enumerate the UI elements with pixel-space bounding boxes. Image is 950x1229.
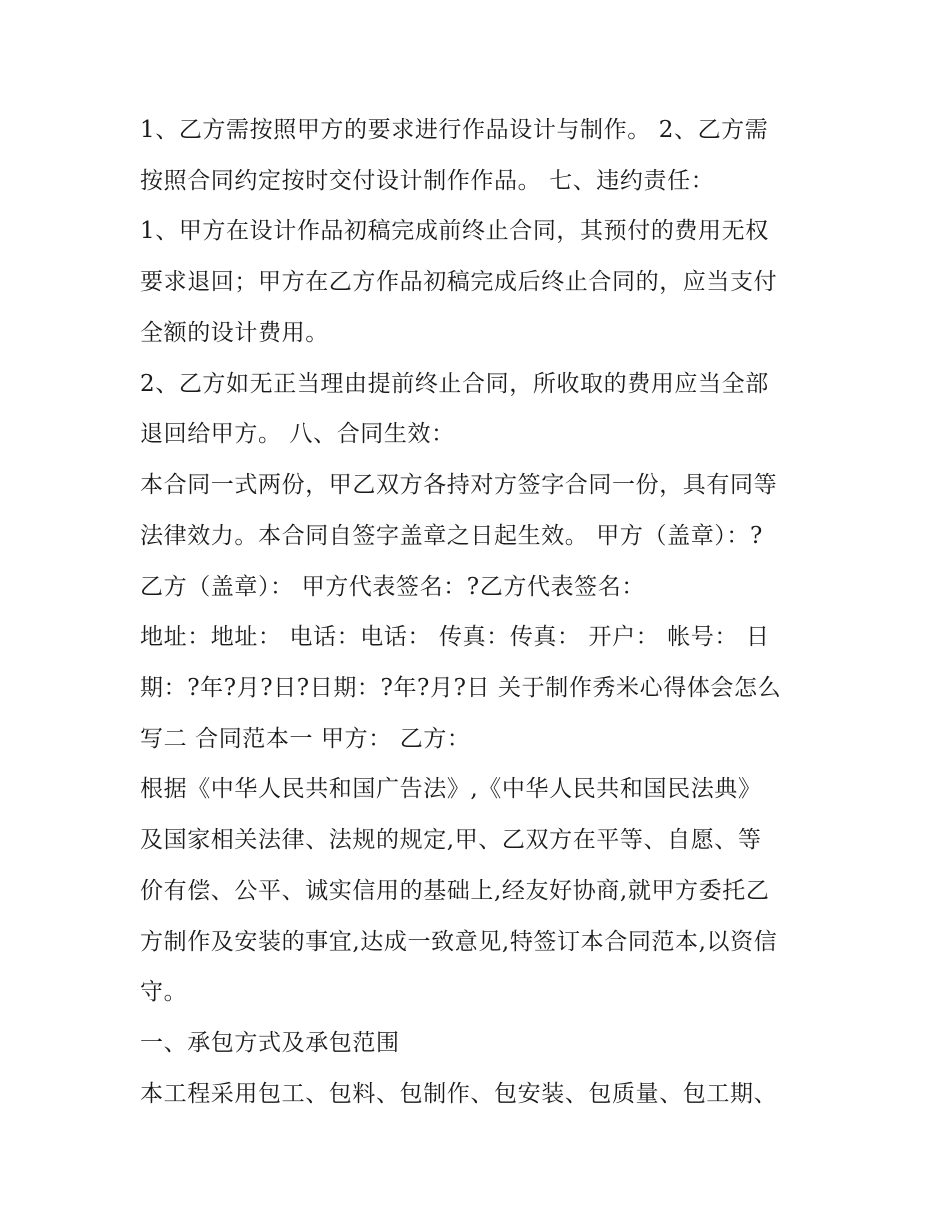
text-line: 价有偿、公平、诚实信用的基础上,经友好协商,就甲方委托乙 bbox=[140, 878, 770, 904]
text-line: 退回给甲方。 八、合同生效： bbox=[140, 421, 455, 447]
text-line: 方制作及安装的事宜,达成一致意见,特签订本合同范本,以资信 bbox=[140, 929, 778, 955]
text-line: 地址：地址： 电话：电话： 传真：传真： 开户： 帐号： 日 bbox=[140, 624, 770, 650]
text-line: 一、承包方式及承包范围 bbox=[140, 1030, 400, 1056]
text-line: 全额的设计费用。 bbox=[140, 320, 329, 346]
text-line: 要求退回；甲方在乙方作品初稿完成后终止合同的，应当支付 bbox=[140, 269, 778, 295]
text-line: 守。 bbox=[140, 979, 188, 1005]
text-line: 本合同一式两份，甲乙双方各持对方签字合同一份，具有同等 bbox=[140, 472, 778, 498]
text-line: 期：?年?月?日?日期：?年?月?日 关于制作秀米心得体会怎么 bbox=[140, 675, 782, 701]
text-line: 乙方（盖章）： 甲方代表签名：?乙方代表签名： bbox=[140, 574, 645, 600]
text-line: 根据《中华人民共和国广告法》,《中华人民共和国民法典》 bbox=[140, 776, 762, 802]
text-line: 及国家相关法律、法规的规定,甲、乙双方在平等、自愿、等 bbox=[140, 827, 762, 853]
text-line: 本工程采用包工、包料、包制作、包安装、包质量、包工期、 bbox=[140, 1081, 778, 1107]
text-line: 1、甲方在设计作品初稿完成前终止合同，其预付的费用无权 bbox=[140, 218, 769, 244]
text-line: 按照合同约定按时交付设计制作作品。 七、违约责任： bbox=[140, 168, 715, 194]
text-line: 法律效力。本合同自签字盖章之日起生效。 甲方（盖章）：? bbox=[140, 523, 763, 549]
text-line: 1、乙方需按照甲方的要求进行作品设计与制作。 2、乙方需 bbox=[140, 117, 769, 143]
text-line: 2、乙方如无正当理由提前终止合同，所收取的费用应当全部 bbox=[140, 371, 769, 397]
text-line: 写二 合同范本一 甲方： 乙方： bbox=[140, 726, 471, 752]
